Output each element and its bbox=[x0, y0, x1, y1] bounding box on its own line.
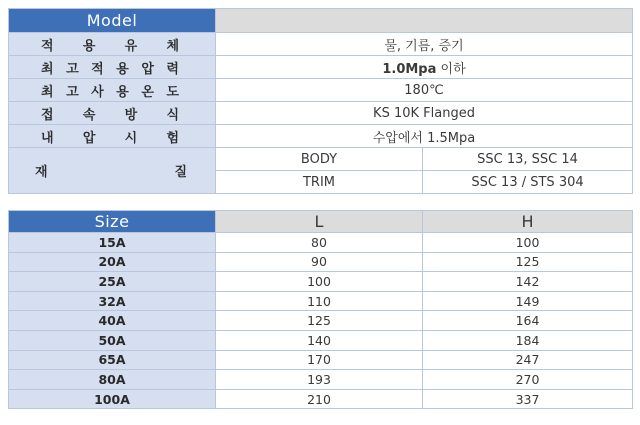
table-row bbox=[9, 272, 633, 292]
table-row bbox=[9, 233, 633, 253]
height-header: H bbox=[423, 211, 633, 233]
model-header: Model bbox=[9, 9, 216, 33]
spec-label-material: 재 질 bbox=[9, 148, 216, 194]
spec-value-pressure-test: 수압에서 1.5Mpa bbox=[216, 125, 633, 148]
size-cell: 40A bbox=[9, 311, 216, 331]
size-cell: 50A bbox=[9, 330, 216, 350]
height-cell: 149 bbox=[423, 291, 633, 311]
table-row bbox=[9, 330, 633, 350]
spec-value-fluid: 물, 기름, 증기 bbox=[216, 33, 633, 56]
size-cell: 65A bbox=[9, 350, 216, 370]
material-value-trim: SSC 13 / STS 304 bbox=[423, 171, 633, 194]
table-row bbox=[9, 252, 633, 272]
height-cell: 337 bbox=[423, 389, 633, 409]
height-cell: 270 bbox=[423, 370, 633, 390]
length-cell: 170 bbox=[216, 350, 423, 370]
size-cell: 20A bbox=[9, 252, 216, 272]
spec-label-fluid: 적 용 유 체 bbox=[9, 33, 216, 56]
length-cell: 90 bbox=[216, 252, 423, 272]
spec-label-max-temp: 최 고 사 용 온 도 bbox=[9, 79, 216, 102]
size-cell: 100A bbox=[9, 389, 216, 409]
height-cell: 142 bbox=[423, 272, 633, 292]
material-value-body: SSC 13, SSC 14 bbox=[423, 148, 633, 171]
spec-label-pressure-test: 내 압 시 험 bbox=[9, 125, 216, 148]
model-value-header bbox=[216, 9, 633, 33]
length-cell: 140 bbox=[216, 330, 423, 350]
spec-table bbox=[8, 8, 633, 194]
material-part-trim: TRIM bbox=[216, 171, 423, 194]
spec-value-max-temp: 180℃ bbox=[216, 79, 633, 102]
height-cell: 164 bbox=[423, 311, 633, 331]
table-row bbox=[9, 311, 633, 331]
length-header: L bbox=[216, 211, 423, 233]
length-cell: 193 bbox=[216, 370, 423, 390]
spec-value-connection: KS 10K Flanged bbox=[216, 102, 633, 125]
table-row bbox=[9, 291, 633, 311]
length-cell: 210 bbox=[216, 389, 423, 409]
table-row bbox=[9, 389, 633, 409]
length-cell: 110 bbox=[216, 291, 423, 311]
length-cell: 80 bbox=[216, 233, 423, 253]
spec-label-connection: 접 속 방 식 bbox=[9, 102, 216, 125]
size-cell: 25A bbox=[9, 272, 216, 292]
size-cell: 80A bbox=[9, 370, 216, 390]
size-cell: 32A bbox=[9, 291, 216, 311]
spec-label-max-pressure: 최 고 적 용 압 력 bbox=[9, 56, 216, 79]
size-cell: 15A bbox=[9, 233, 216, 253]
height-cell: 100 bbox=[423, 233, 633, 253]
spec-value-max-pressure: 1.0Mpa 이하 bbox=[216, 56, 633, 79]
size-table bbox=[8, 210, 633, 409]
length-cell: 100 bbox=[216, 272, 423, 292]
height-cell: 184 bbox=[423, 330, 633, 350]
height-cell: 125 bbox=[423, 252, 633, 272]
table-row bbox=[9, 370, 633, 390]
length-cell: 125 bbox=[216, 311, 423, 331]
height-cell: 247 bbox=[423, 350, 633, 370]
size-header: Size bbox=[9, 211, 216, 233]
material-part-body: BODY bbox=[216, 148, 423, 171]
table-row bbox=[9, 350, 633, 370]
